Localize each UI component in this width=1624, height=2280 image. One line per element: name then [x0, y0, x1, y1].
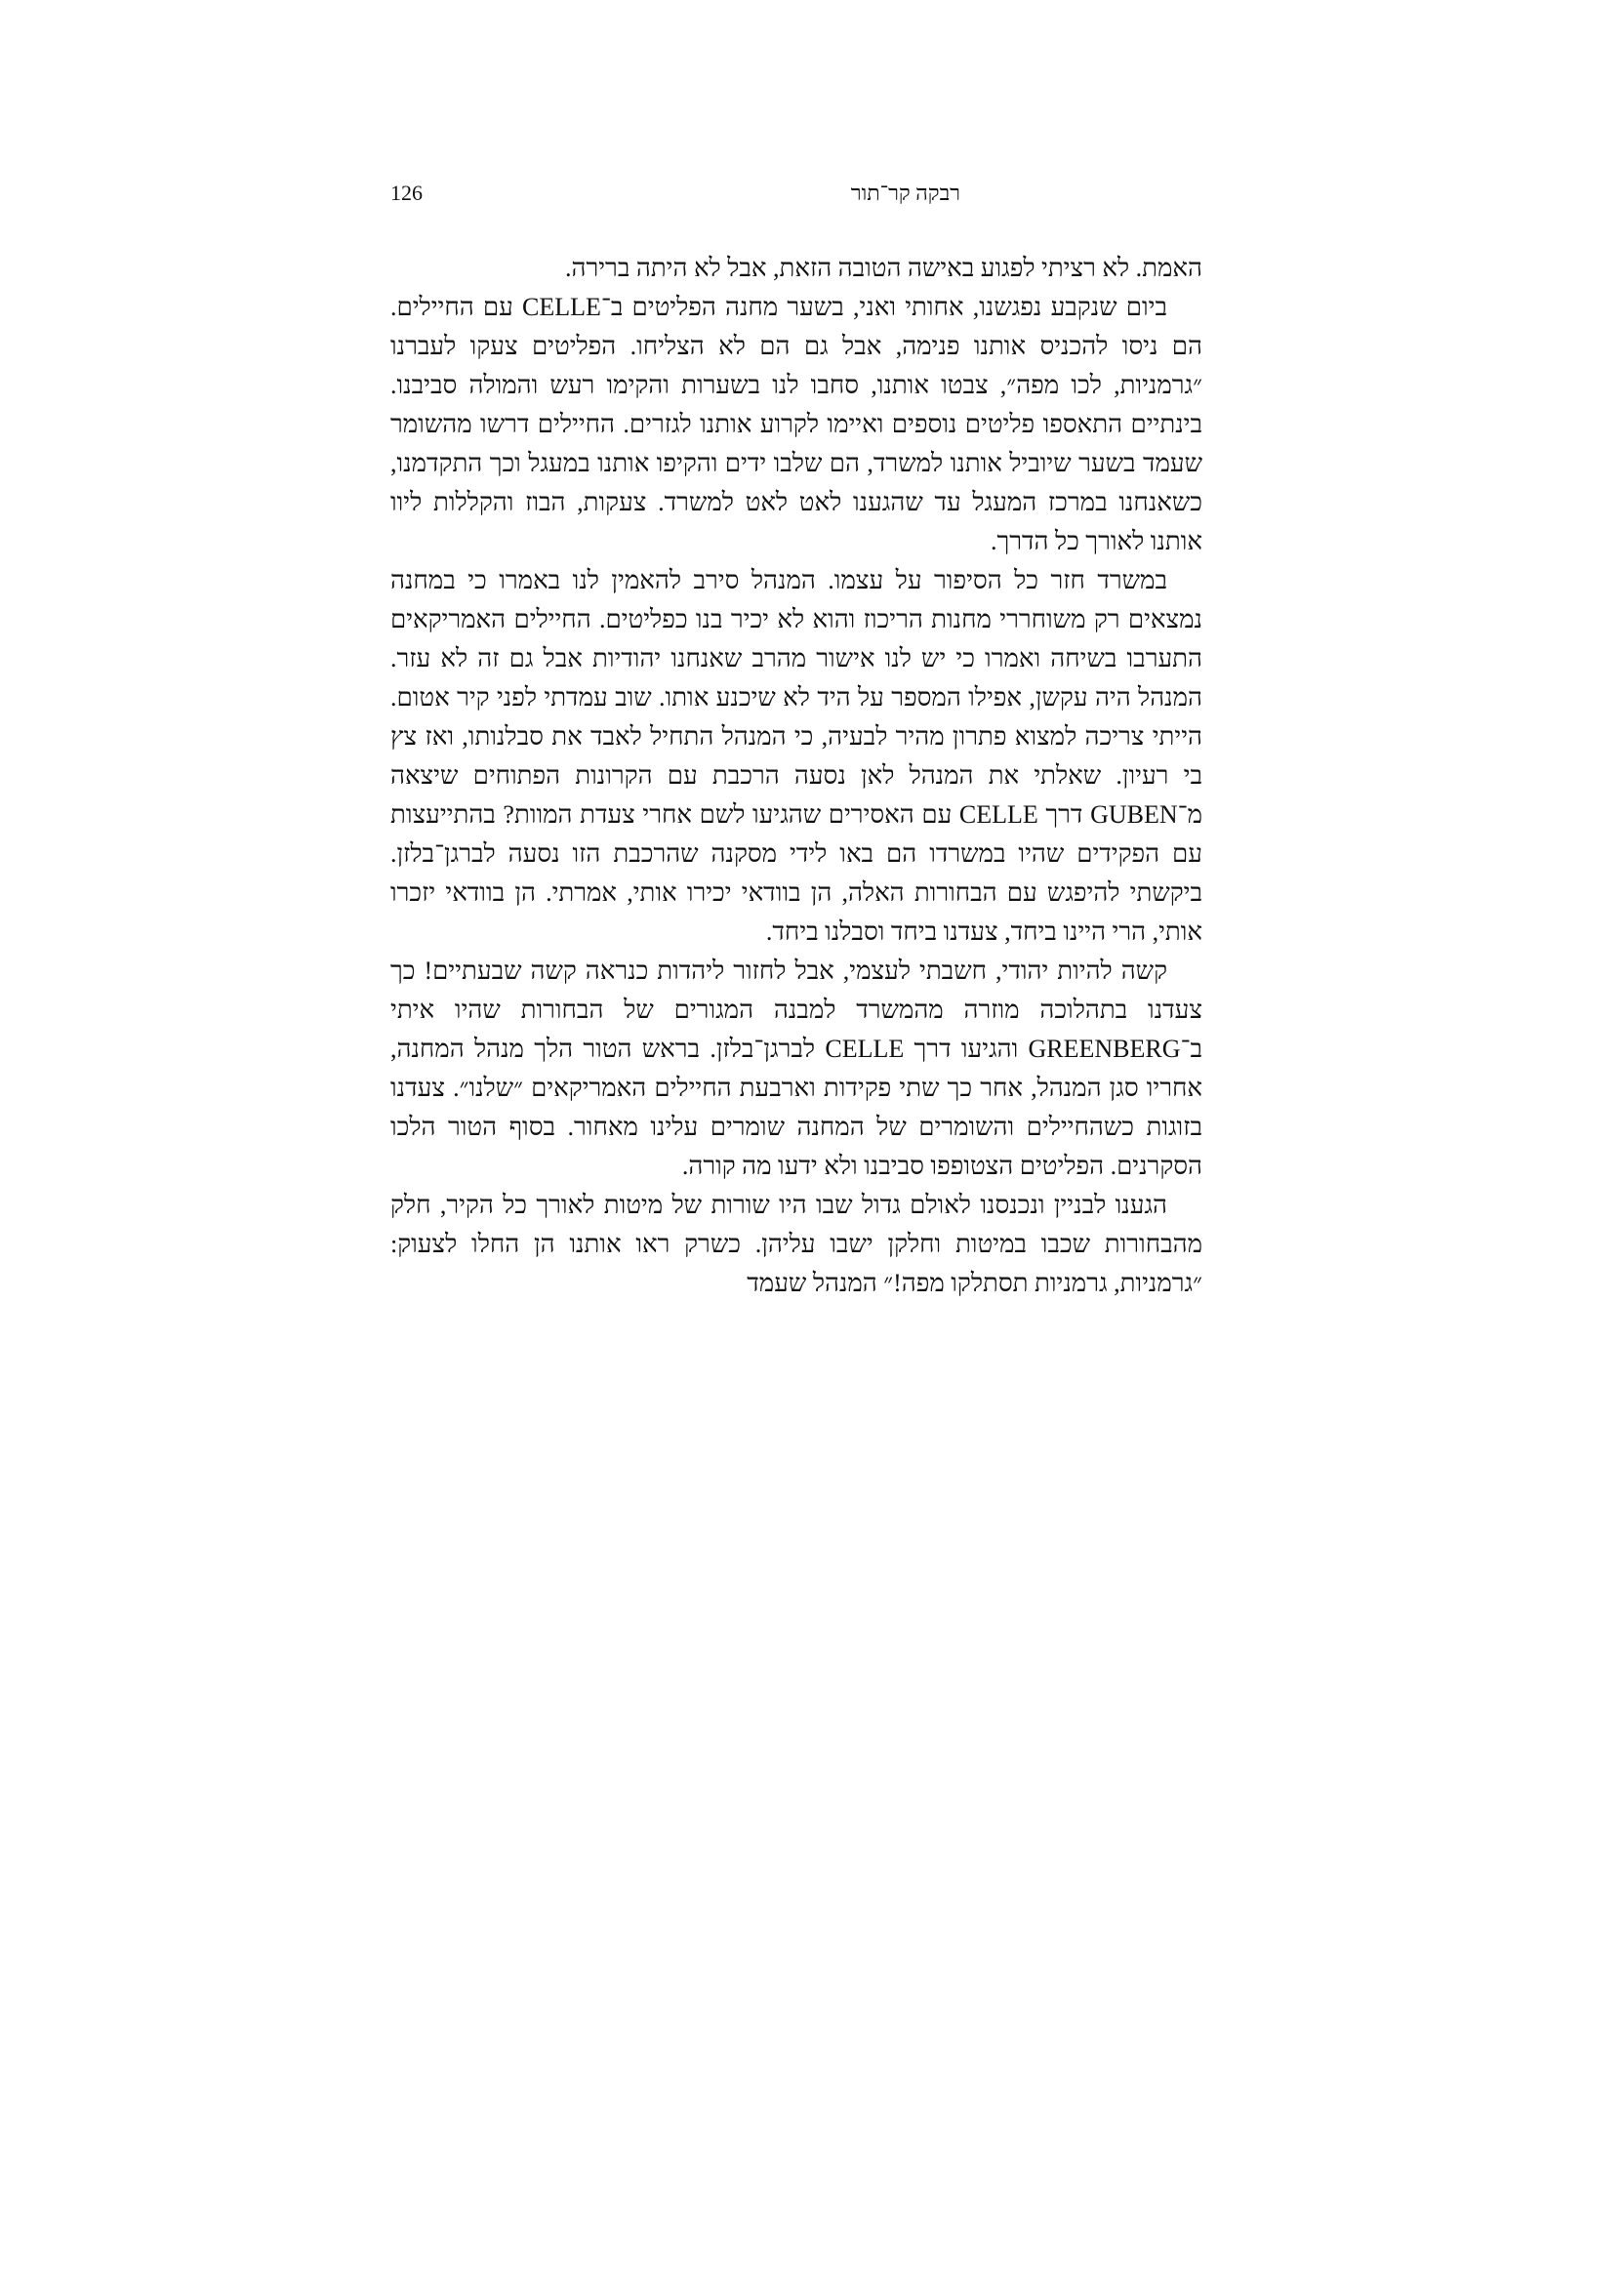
running-title: רבקה קר־תור	[850, 181, 960, 205]
paragraph: הגענו לבניין ונכנסנו לאולם גדול שבו היו שורות של מיטות לאורך כל הקיר, חלק מהבחורות שכבו במיטות וחלקן ישבו עליהן. כשרק ראו אותנו הן החלו לצעוק: ״גרמניות, גרמניות תסתלקו מפה!״ המנהל שעמד	[390, 1191, 1202, 1297]
paragraph: קשה להיות יהודי, חשבתי לעצמי, אבל לחזור ליהדות כנראה קשה שבעתיים! כך צעדנו בתהלוכה מוזרה מהמשרד למבנה המגורים של הבחורות שהיו איתי ב־GREENBERG והגיעו דרך CELLE לברגן־בלזן. בראש הטור הלך מנהל המחנה, אחריו סגן המנהל, אחר כך שתי פקידות וארבעת החיילים האמריקאים ״שלנו״. צעדנו בזוגות כשהחיילים והשומרים של המחנה שומרים עלינו מאחור. בסוף הטור הלכו הסקרנים. הפליטים הצטופפו סביבנו ולא ידעו מה קורה.	[390, 957, 1202, 1180]
page-header	[390, 179, 1202, 218]
page-number: 126	[390, 181, 423, 205]
paragraph: האמת. לא רציתי לפגוע באישה הטובה הזאת, אבל לא היתה ברירה.	[565, 254, 1202, 282]
body-text	[390, 249, 1202, 1303]
paragraph: במשרד חזר כל הסיפור על עצמו. המנהל סירב להאמין לנו באמרו כי במחנה נמצאים רק משוחררי מחנות הריכוז והוא לא יכיר בנו כפליטים. החיילים האמריקאים התערבו בשיחה ואמרו כי יש לנו אישור מהרב שאנחנו יהודיות אבל גם זה לא עזר. המנהל היה עקשן, אפילו המספר על היד לא שיכנע אותו. שוב עמדתי לפני קיר אטום. הייתי צריכה למצוא פתרון מהיר לבעיה, כי המנהל התחיל לאבד את סבלנותו, ואז צץ בי רעיון. שאלתי את המנהל לאן נסעה הרכבת עם הקרונות הפתוחים שיצאה מ־GUBEN דרך CELLE עם האסירים שהגיעו לשם אחרי צעדת המוות? בהתייעצות עם הפקידים שהיו במשרדו הם באו לידי מסקנה שהרכבת הזו נסעה לברגן־בלזן. ביקשתי להיפגש עם הבחורות האלה, הן בוודאי יכירו אותי, אמרתי. הן בוודאי יזכרו אותי, הרי היינו ביחד, צעדנו ביחד וסבלנו ביחד.	[390, 566, 1202, 946]
paragraph: ביום שנקבע נפגשנו, אחותי ואני, בשער מחנה הפליטים ב־CELLE עם החיילים. הם ניסו להכניס אותנו פנימה, אבל גם הם לא הצליחו. הפליטים צעקו לעברנו ״גרמניות, לכו מפה״, צבטו אותנו, סחבו לנו בשערות והקימו רעש והמולה סביבנו. בינתיים התאספו פליטים נוספים ואיימו לקרוע אותנו לגזרים. החיילים דרשו מהשומר שעמד בשער שיוביל אותנו למשרד, הם שלבו ידים והקיפו אותנו במעגל וכך התקדמנו, כשאנחנו במרכז המעגל עד שהגענו לאט לאט למשרד. צעקות, הבוז והקללות ליוו אותנו לאורך כל הדרך.	[390, 293, 1202, 555]
